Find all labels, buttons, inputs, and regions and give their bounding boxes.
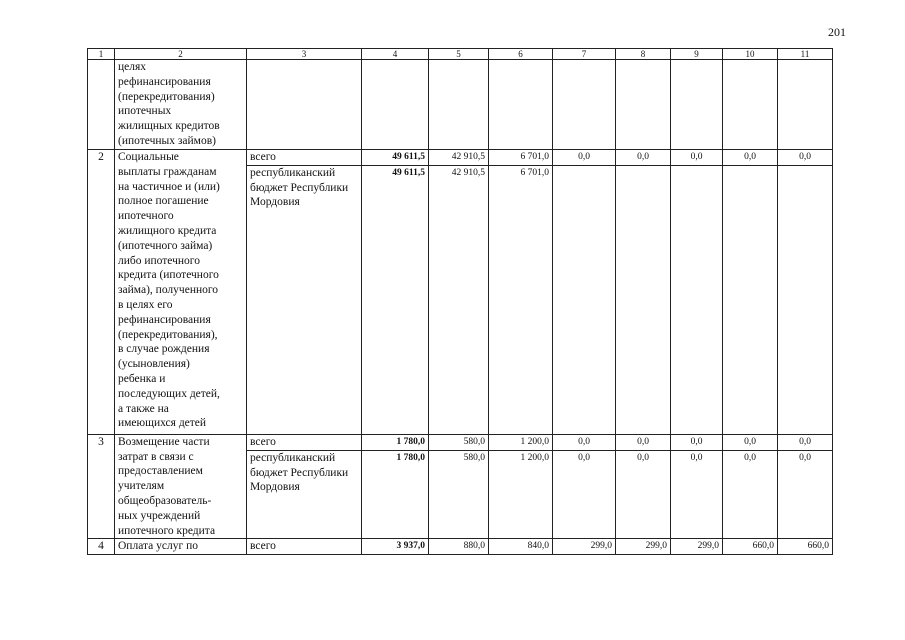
amount-cell: 0,0: [671, 450, 723, 539]
column-header: 10: [723, 49, 778, 60]
column-header: 11: [778, 49, 833, 60]
item-name-line: а также на: [118, 402, 169, 415]
item-name-line: Оплата услуг по: [118, 540, 198, 553]
column-header: 9: [671, 49, 723, 60]
amount-cell: 0,0: [671, 150, 723, 166]
amount-cell: 0,0: [778, 434, 833, 450]
item-name-line: рефинансирования: [118, 313, 211, 326]
amount-cell: [671, 165, 723, 434]
item-name-line: в целях его: [118, 298, 173, 311]
item-name-line: целях: [118, 61, 147, 73]
amount-cell: 49 611,5: [362, 165, 429, 434]
item-name-line: выплаты гражданам: [118, 165, 217, 178]
column-header: 2: [115, 49, 247, 60]
item-name-cell: [115, 434, 247, 539]
funding-source-cell: всего: [247, 539, 362, 555]
table-row: [88, 434, 833, 450]
amount-cell: 0,0: [616, 150, 671, 166]
item-name-line: Возмещение части: [118, 435, 210, 448]
column-header: 7: [553, 49, 616, 60]
column-header: 3: [247, 49, 362, 60]
amount-cell: 0,0: [778, 150, 833, 166]
item-name-line: (ипотечных займов): [118, 134, 216, 147]
table-row: [88, 150, 833, 166]
item-number-cell: 3: [88, 434, 115, 539]
column-number-row: [88, 49, 833, 60]
amount-cell: 0,0: [723, 450, 778, 539]
amount-cell: 840,0: [489, 539, 553, 555]
item-number-cell: 4: [88, 539, 115, 555]
item-name-line: (усыновления): [118, 358, 190, 371]
amount-cell: 1 780,0: [362, 450, 429, 539]
item-name-line: на частичное и (или): [118, 180, 220, 193]
item-name-cell: [115, 539, 247, 555]
item-name-line: последующих детей,: [118, 387, 220, 400]
item-name-line: либо ипотечного: [118, 254, 200, 267]
amount-cell: 580,0: [429, 450, 489, 539]
amount-cell: 3 937,0: [362, 539, 429, 555]
amount-cell: 299,0: [671, 539, 723, 555]
item-name-line: кредита (ипотечного: [118, 269, 219, 282]
amount-cell: 299,0: [553, 539, 616, 555]
table-row: [88, 539, 833, 555]
amount-cell: 1 200,0: [489, 450, 553, 539]
item-name-line: имеющихся детей: [118, 417, 207, 430]
program-financing-table: [87, 48, 833, 555]
item-name-line: ипотечных: [118, 105, 172, 118]
column-header: 8: [616, 49, 671, 60]
item-name-line: полное погашение: [118, 195, 209, 208]
table-row-continuation: [88, 60, 833, 150]
item-name-cell: [115, 60, 247, 150]
amount-cell: 49 611,5: [362, 150, 429, 166]
item-number-cell: [88, 60, 115, 150]
funding-source-cell: республиканский бюджет Республики Мордовия: [247, 165, 362, 434]
item-name-line: займа), полученного: [118, 284, 219, 297]
item-name-line: общеобразователь-: [118, 494, 212, 507]
item-name-line: ных учреждений: [118, 509, 201, 522]
funding-source-cell: республиканский бюджет Республики Мордовия: [247, 450, 362, 539]
item-name-cell: [115, 150, 247, 435]
amount-cell: 1 780,0: [362, 434, 429, 450]
amount-cell: 0,0: [671, 434, 723, 450]
item-name-line: жилищного кредита: [118, 224, 217, 237]
item-number-cell: 2: [88, 150, 115, 435]
amount-cell: 660,0: [778, 539, 833, 555]
amount-cell: 1 200,0: [489, 434, 553, 450]
amount-cell: 0,0: [723, 434, 778, 450]
amount-cell: 0,0: [616, 450, 671, 539]
item-name-line: ипотечного: [118, 210, 174, 223]
amount-cell: 6 701,0: [489, 150, 553, 166]
amount-cell: 0,0: [553, 150, 616, 166]
amount-cell: 580,0: [429, 434, 489, 450]
amount-cell: [723, 165, 778, 434]
amount-cell: 42 910,5: [429, 150, 489, 166]
column-header: 6: [489, 49, 553, 60]
amount-cell: [778, 165, 833, 434]
item-name-line: учителям: [118, 480, 165, 493]
item-name-line: Социальные: [118, 151, 179, 163]
item-name-line: в случае рождения: [118, 343, 210, 356]
column-header: 5: [429, 49, 489, 60]
amount-cell: 880,0: [429, 539, 489, 555]
item-name-line: рефинансирования: [118, 75, 211, 88]
amount-cell: 6 701,0: [489, 165, 553, 434]
amount-cell: 660,0: [723, 539, 778, 555]
amount-cell: [616, 165, 671, 434]
item-name-line: (перекредитования),: [118, 328, 218, 341]
amount-cell: 42 910,5: [429, 165, 489, 434]
amount-cell: 299,0: [616, 539, 671, 555]
column-header: 1: [88, 49, 115, 60]
amount-cell: 0,0: [553, 450, 616, 539]
item-name-line: затрат в связи с: [118, 450, 194, 463]
item-name-line: предоставлением: [118, 465, 203, 478]
amount-cell: 0,0: [723, 150, 778, 166]
item-name-line: ребенка и: [118, 372, 166, 385]
funding-source-cell: всего: [247, 434, 362, 450]
amount-cell: 0,0: [616, 434, 671, 450]
page-number: 201: [828, 25, 846, 39]
amount-cell: 0,0: [553, 434, 616, 450]
amount-cell: [553, 165, 616, 434]
amount-cell: 0,0: [778, 450, 833, 539]
item-name-line: (ипотечного займа): [118, 239, 213, 252]
item-name-line: ипотечного кредита: [118, 524, 216, 537]
funding-source-cell: всего: [247, 150, 362, 166]
item-name-line: (перекредитования): [118, 90, 215, 103]
column-header: 4: [362, 49, 429, 60]
item-name-line: жилищных кредитов: [118, 120, 220, 133]
